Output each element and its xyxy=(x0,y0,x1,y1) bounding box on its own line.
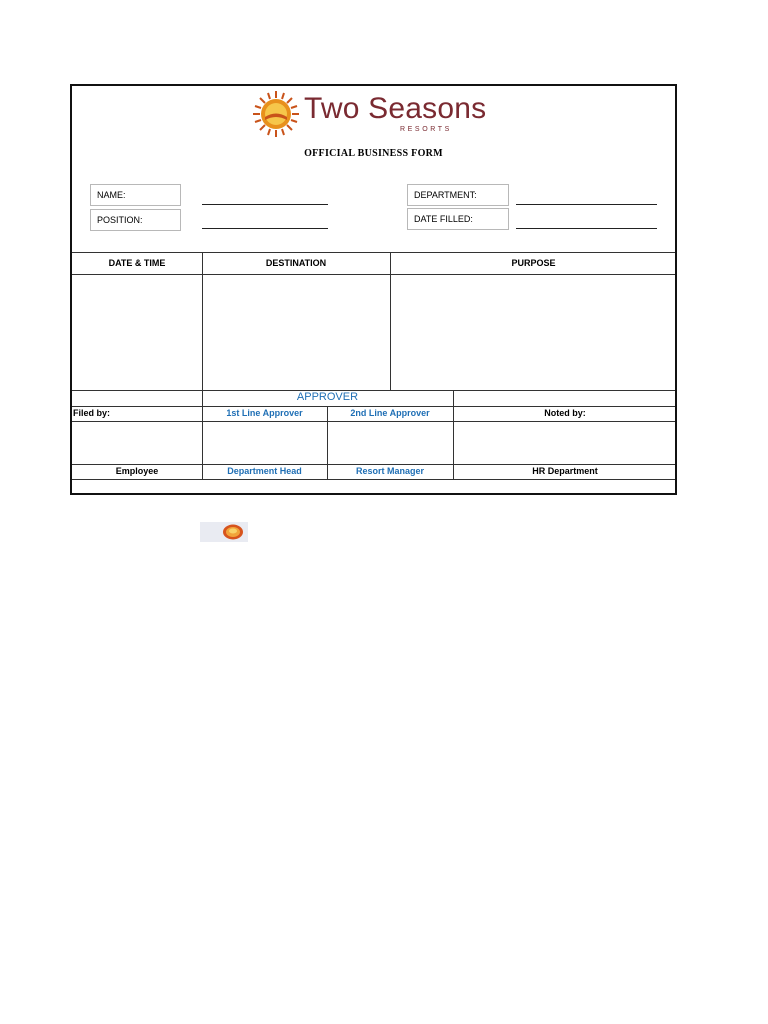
sun-logo-icon xyxy=(222,524,244,540)
official-business-form xyxy=(70,84,677,495)
brand-subtitle: RESORTS xyxy=(400,126,452,133)
department-head-signature-cell[interactable] xyxy=(203,422,327,464)
date-filled-field[interactable] xyxy=(516,228,657,229)
sun-logo-icon xyxy=(250,90,302,138)
purpose-cell[interactable] xyxy=(391,275,677,390)
resort-manager-signature-cell[interactable] xyxy=(328,422,453,464)
table-top-rule xyxy=(72,252,675,253)
department-field[interactable] xyxy=(516,204,657,205)
approver-rule xyxy=(72,406,675,407)
date-filled-label: DATE FILLED: xyxy=(407,208,509,230)
header-destination: DESTINATION xyxy=(265,258,327,268)
destination-cell[interactable] xyxy=(203,275,390,390)
header-purpose: PURPOSE xyxy=(511,258,556,268)
date-time-cell[interactable] xyxy=(72,275,202,390)
position-field[interactable] xyxy=(202,228,328,229)
noted-by-label: Noted by: xyxy=(544,408,586,418)
employee-signature-cell[interactable] xyxy=(72,422,202,464)
brand-logo xyxy=(250,88,487,140)
approver-title: APPROVER xyxy=(296,391,359,403)
form-title: OFFICIAL BUSINESS FORM xyxy=(304,148,443,159)
signature-rule xyxy=(72,464,675,465)
department-label: DEPARTMENT: xyxy=(407,184,509,206)
first-line-approver-label: 1st Line Approver xyxy=(226,408,303,418)
employee-label: Employee xyxy=(115,466,159,476)
name-field[interactable] xyxy=(202,204,328,205)
header-date-time: DATE & TIME xyxy=(108,258,166,268)
department-head-label: Department Head xyxy=(227,466,302,476)
second-line-approver-label: 2nd Line Approver xyxy=(350,408,430,418)
brand-name: Two Seasons xyxy=(304,92,487,125)
name-label: NAME: xyxy=(90,184,181,206)
resort-manager-label: Resort Manager xyxy=(355,466,425,476)
hr-department-label: HR Department xyxy=(532,466,598,476)
hr-signature-cell[interactable] xyxy=(454,422,677,464)
footer-rule xyxy=(72,479,675,480)
position-label: POSITION: xyxy=(90,209,181,231)
small-logo-thumbnail xyxy=(200,522,248,542)
filed-by-label: Filed by: xyxy=(73,408,111,418)
